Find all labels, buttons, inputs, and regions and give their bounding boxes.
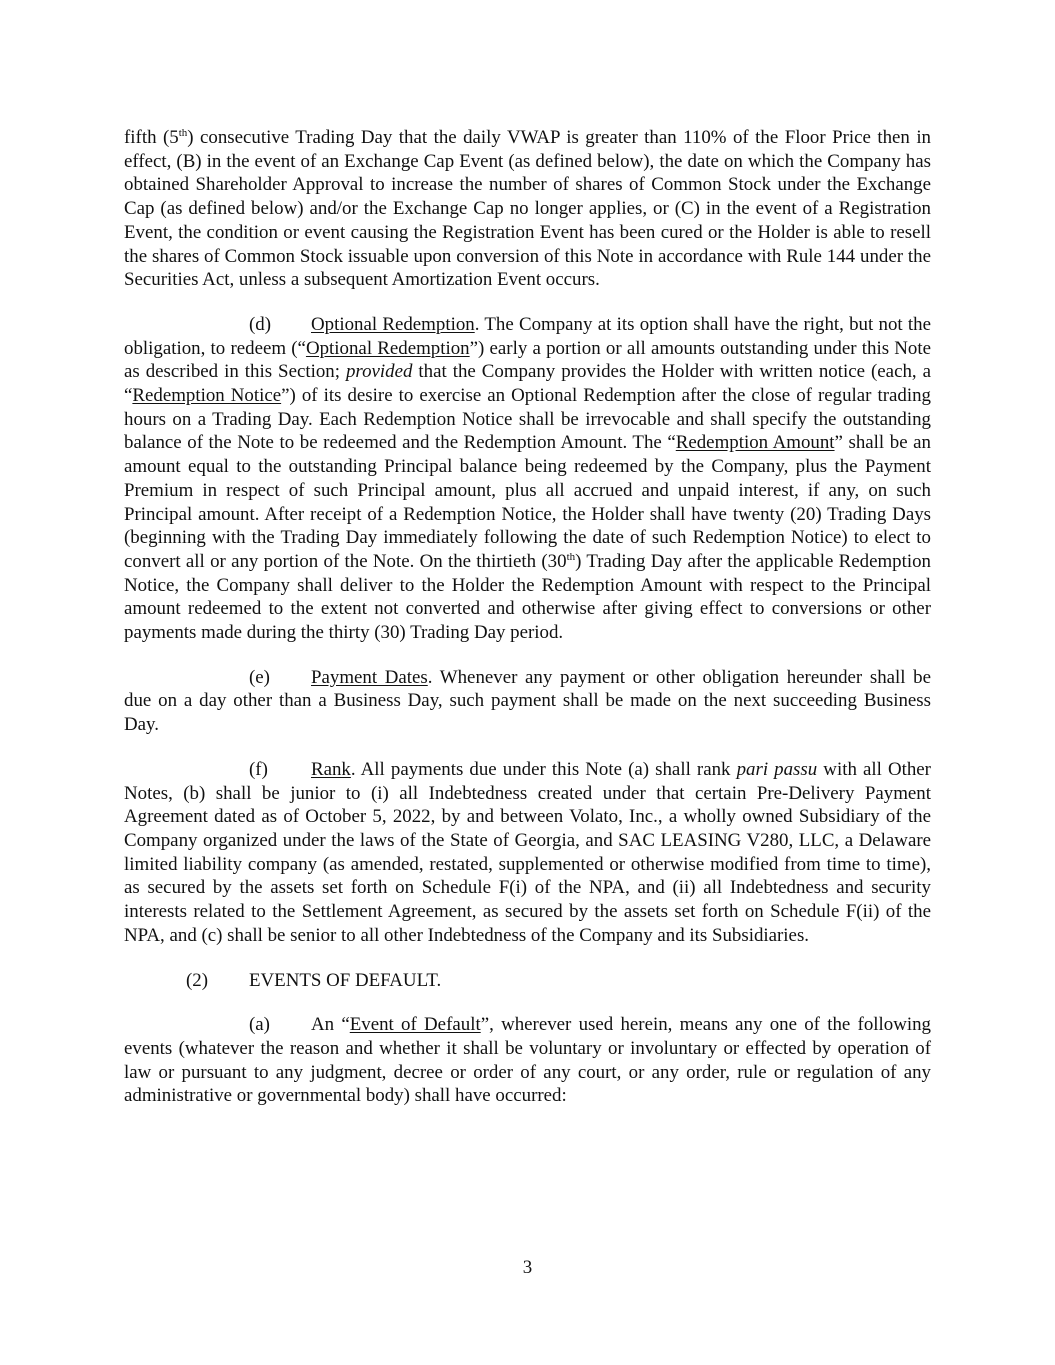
text: An “ — [311, 1014, 350, 1036]
paragraph-f-rank — [124, 758, 931, 948]
section-heading: Payment Dates — [311, 666, 428, 688]
defined-term: Event of Default — [349, 1014, 481, 1036]
paragraph-label: (e) — [249, 666, 270, 688]
paragraph-2a-event-of-default — [124, 1013, 931, 1108]
superscript: th — [178, 126, 188, 139]
defined-term: Redemption Amount — [675, 432, 835, 454]
text: . All payments due under this Note (a) shall rank — [350, 758, 737, 780]
text: that the Company provides the Holder with written notice (each, a “ — [124, 361, 931, 407]
paragraph-label: (a) — [249, 1014, 270, 1036]
text: ”) early a portion or all amounts outstanding under this Note as described in this Section; — [124, 337, 932, 383]
section-number: (2) — [186, 969, 209, 991]
text: ) consecutive Trading Day that the daily VWAP is greater than 110% of the Floor Price then in effect, (B) in the event of an Exchange Cap Event (as defined below), the date on which the Company has obtained Shareholder Approval to increase the number of shares of Common Stock under the Exchange Cap (as defined below) and/or the Exchange Cap no longer applies, or (C) in the event of a Registration Event, the condition or event causing the Registration Event has been cured or the Holder is able to resell the shares of Common Stock issuable upon conversion of this Note in accordance with Rule 144 under the Securities Act, unless a subsequent Amortization Event occurs. — [124, 127, 932, 291]
paragraph-d-optional-redemption — [124, 313, 931, 645]
paragraph-label: (d) — [249, 313, 272, 335]
text: ”) of its desire to exercise an Optional Redemption after the close of regular trading hours on a Trading Day. Each Redemption Notice shall be irrevocable and shall specify the outstanding balance of the Note to be redeemed and the Redemption Amount. The “ — [124, 385, 931, 454]
text: fifth (5 — [124, 127, 179, 148]
paragraph-label: (f) — [249, 758, 268, 780]
document-page — [124, 126, 931, 1108]
section-heading: Rank — [311, 758, 351, 780]
defined-term: Redemption Notice — [132, 385, 282, 407]
text: with all Other Notes, (b) shall be junior to (i) all Indebtedness created under that certain Pre-Delivery Payment Agreement dated as of October 5, 2022, by and between Volato, Inc., a wholly owned Subsidiary of the Company organized under the laws of the State of Georgia, and SAC LEASING V280, LLC, a Delaware limited liability company (as amended, restated, supplemented or otherwise modified from time to time), as secured by the assets set forth on Schedule F(i) of the NPA, and (ii) all Indebtedness and security interests related to the Settlement Agreement, as secured by the assets set forth on Schedule F(ii) of the NPA, and (c) shall be senior to all other Indebtedness of the Company and its Subsidiaries. — [124, 758, 931, 946]
section-2-heading — [124, 969, 931, 993]
section-heading: Optional Redemption — [311, 313, 475, 335]
italic-term: pari passu — [736, 758, 818, 780]
text: ) Trading Day after the applicable Redemption Notice, the Company shall deliver to the Holder the Redemption Amount with respect to the Principal amount redeemed to the extent not converted and otherwise after giving effect to conversions or other payments made during the thirty (30) Trading Day period. — [124, 550, 932, 644]
text: ”, wherever used herein, means any one of the following events (whatever the reason and whether it shall be voluntary or involuntary or effected by operation of law or pursuant to any judgment, decree or order of any court, or any order, rule or regulation of any administrative or governmental body) shall have occurred: — [124, 1014, 932, 1107]
text: . The Company at its option shall have the right, but not the obligation, to redeem (“ — [124, 313, 931, 359]
paragraph-e-payment-dates — [124, 666, 931, 737]
text: . Whenever any payment or other obligation hereunder shall be due on a day other than a Business Day, such payment shall be made on the next succeeding Business Day. — [124, 666, 932, 736]
defined-term: Optional Redemption — [305, 337, 470, 359]
text: ” shall be an amount equal to the outstanding Principal balance being redeemed by the Company, plus the Payment Premium in respect of such Principal amount, plus all accrued and unpaid interest, if any, on such Principal amount. After receipt of a Redemption Notice, the Holder shall have twenty (20) Trading Days (beginning with the Trading Day immediately following the date of such Redemption Notice) to elect to convert all or any portion of the Note. On the thirtieth (30 — [124, 432, 931, 572]
paragraph-c-continuation — [124, 126, 931, 292]
superscript: th — [566, 550, 576, 563]
section-title: EVENTS OF DEFAULT. — [249, 969, 442, 991]
page-number: 3 — [522, 1257, 533, 1278]
italic-term: provided — [345, 361, 413, 383]
